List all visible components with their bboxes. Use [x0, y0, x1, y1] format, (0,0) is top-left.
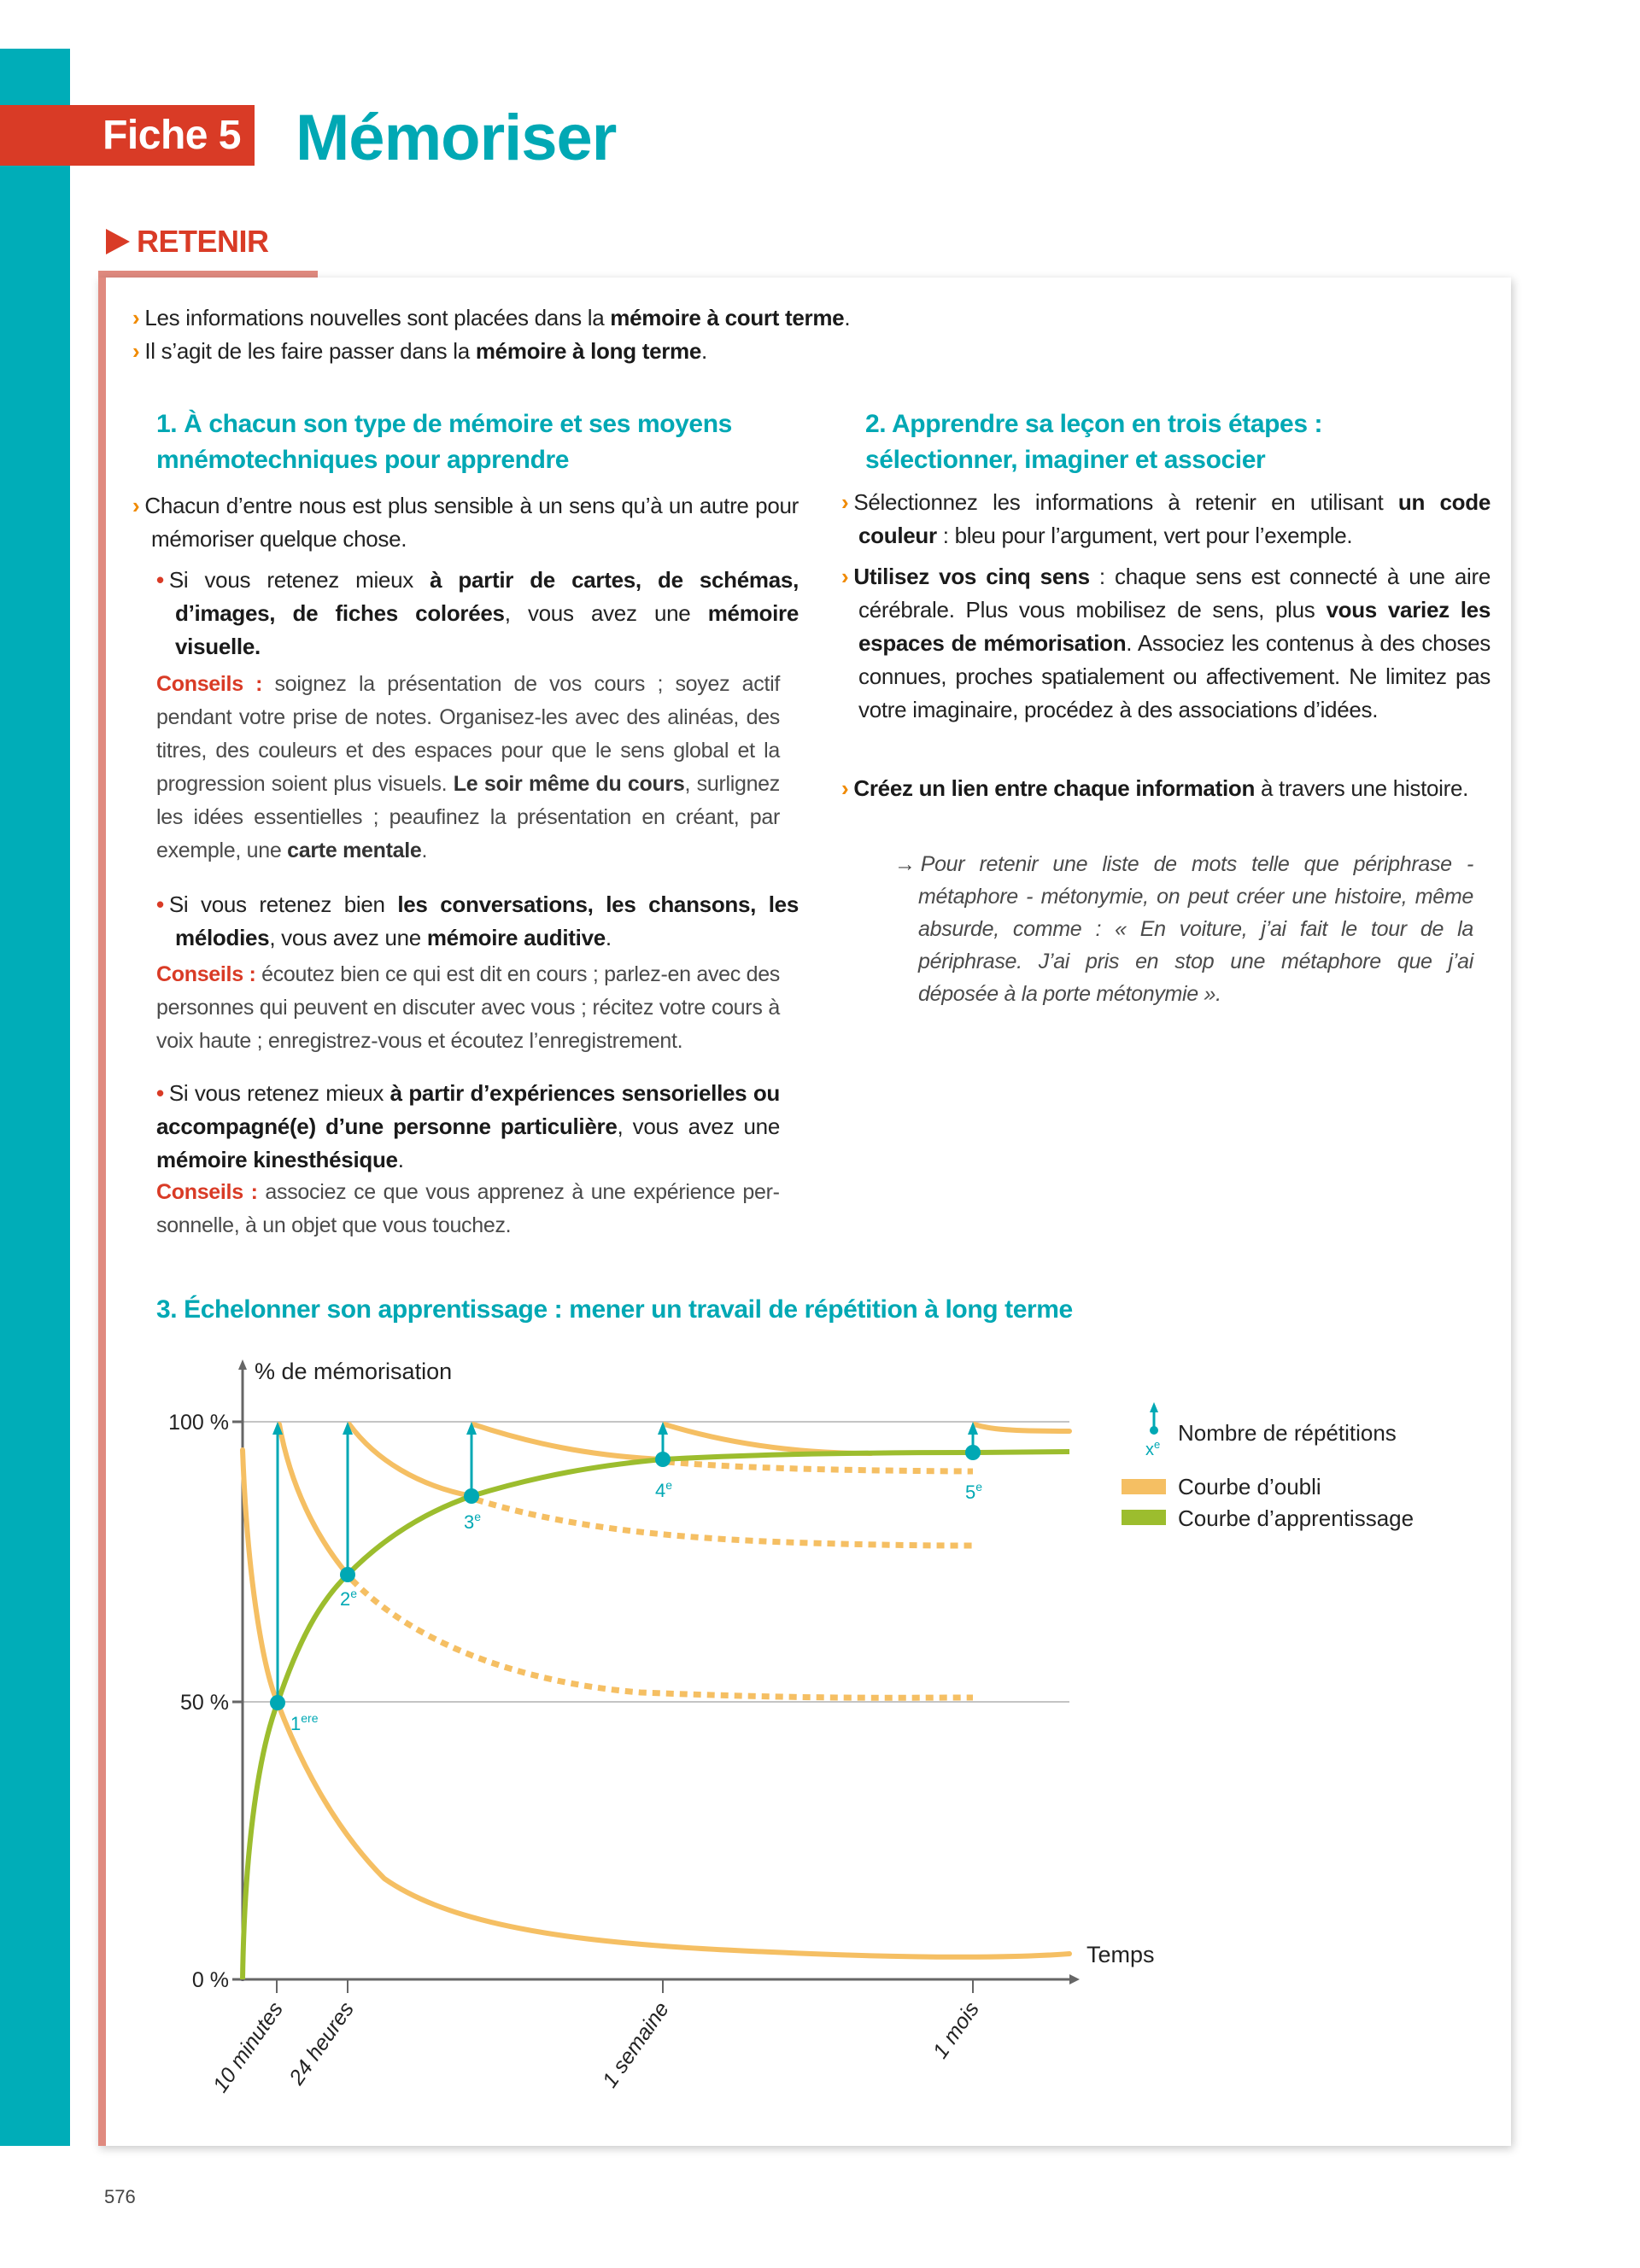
kinesthetic-memory-item: • Si vous retenez mieux à partir d’expériences sensorielles ou accompagné(e) d’une personne particulière, vous avez une mémoire kinesthésique. [156, 1080, 780, 1172]
legend-learning-swatch [1122, 1510, 1166, 1525]
legend-forgetting-swatch [1122, 1479, 1166, 1494]
section-1-heading: 1. À chacun son type de mémoire et ses moyens mnémotechniques pour apprendre [156, 410, 732, 474]
page-number: 576 [104, 2186, 136, 2207]
memorisation-chart [128, 1349, 1538, 2101]
chevron-icon: › [841, 564, 849, 589]
svg-text:4e: 4e [655, 1478, 673, 1501]
x-tick-label: 24 heures [284, 1997, 359, 2090]
repetition-point-4 [655, 1452, 671, 1467]
svg-text:5e: 5e [965, 1480, 983, 1503]
chevron-icon: › [132, 338, 140, 364]
intro-line-1: › Les informations nouvelles sont placées dans la mémoire à court terme. [132, 305, 851, 330]
chevron-icon: › [132, 493, 140, 518]
bullet-icon: • [156, 1080, 164, 1106]
section-label-text: RETENIR [137, 224, 269, 259]
visual-memory-item: • Si vous retenez mieux à partir de cartes, de schémas, d’images, de fiches colorées, vous avez une mémoire visuelle. [156, 567, 800, 659]
y-axis-arrow-icon [238, 1359, 247, 1370]
repetition-point-1 [270, 1695, 285, 1710]
bullet-icon: • [156, 567, 164, 593]
section-label [106, 224, 269, 260]
x-axis-arrow-icon [1069, 1974, 1080, 1984]
legend-repetitions-label: Nombre de répétitions [1178, 1420, 1397, 1446]
x-tick-label: 1 semaine [597, 1997, 674, 2092]
auditive-memory-advice: Conseils : écoutez bien ce qui est dit en cours ; parlez-en avec des personnes qui peuvent en discuter avec vous ; récitez votre cours à voix haute ; enregistrez-vous et écoutez l’enregistrement. [156, 962, 781, 1053]
y-tick-50: 50 % [180, 1691, 229, 1715]
chevron-icon: › [841, 489, 849, 515]
side-band [0, 49, 70, 2146]
y-tick-0: 0 % [191, 1968, 229, 1992]
repetition-point-2 [340, 1567, 355, 1582]
section-2-item-1: › Sélectionnez les informations à retenir en utilisant un code couleur : bleu pour l’argument, vert pour l’exemple. [841, 489, 1491, 548]
x-axis-label: Temps [1086, 1942, 1155, 1967]
svg-text:1ere: 1ere [290, 1711, 319, 1734]
section-2-heading: 2. Apprendre sa leçon en trois étapes : sélectionner, imaginer et associer [865, 410, 1323, 474]
repetition-point-5 [965, 1445, 981, 1460]
section-2-item-2: › Utilisez vos cinq sens : chaque sens est connecté à une aire cérébrale. Plus vous mobilisez de sens, plus vous variez les espaces de mémorisation. Associez les contenus à des choses connues, proches spatialement ou affectivement. Ne limitez pas votre imaginaire, procédez à des associations d’idées. [841, 564, 1491, 722]
svg-text:3e: 3e [464, 1510, 482, 1533]
chevron-icon: › [841, 775, 849, 801]
repetition-dots [270, 1445, 981, 1710]
kinesthetic-memory-advice: Conseils : associez ce que vous apprenez à une expérience personnelle, à un objet que vous touchez. [156, 1180, 780, 1237]
legend-repetition-icon [1145, 1402, 1160, 1459]
chevron-icon: › [132, 305, 140, 330]
repetition-labels [290, 1478, 982, 1734]
section-2-item-3: › Créez un lien entre chaque information à travers une histoire. [841, 775, 1469, 801]
arrow-right-icon: → [894, 852, 916, 876]
section-3-heading: 3. Échelonner son apprentissage : mener un travail de répétition à long terme [156, 1295, 1073, 1324]
chart-legend [1122, 1402, 1414, 1531]
legend-forgetting-label: Courbe d’oubli [1178, 1474, 1321, 1499]
page-title: Mémoriser [296, 102, 617, 174]
legend-learning-label: Courbe d’apprentissage [1178, 1505, 1414, 1531]
auditive-memory-item: • Si vous retenez bien les conversations, les chansons, les mélodies, vous avez une mémoire auditive. [156, 891, 799, 950]
visual-memory-advice: Conseils : soignez la présentation de vos cours ; soyez actif pendant votre prise de notes. Organisez-les avec des alinéas, des titres, des couleurs et des espaces pour que le sens global et la progression soient plus visuels. Le soir même du cours, surlignez les idées essentielles ; peaufinez la présentation en créant, par exemple, une carte mentale. [156, 672, 780, 862]
y-axis-label: % de mémorisation [255, 1359, 453, 1384]
section-2-example: → Pour retenir une liste de mots telle que périphrase - métaphore - métonymie, on peut créer une histoire, même absurde, comme : « En voiture, j’ai fait le tour de la périphrase. J’ai pris en stop une métaphore que j’ai déposée à la porte métonymie ». [894, 852, 1473, 1006]
x-tick-label: 10 minutes [208, 1997, 288, 2097]
section-1-lead: › Chacun d’entre nous est plus sensible à un sens qu’à un autre pour mémoriser quelque chose. [132, 493, 799, 552]
intro-line-2: › Il s’agit de les faire passer dans la mémoire à long terme. [132, 338, 707, 364]
svg-text:2e: 2e [340, 1587, 358, 1610]
y-tick-100: 100 % [168, 1411, 229, 1435]
svg-text:xe: $x^e$ [1145, 1438, 1161, 1459]
x-tick-label: 1 mois [928, 1997, 984, 2063]
bullet-icon: • [156, 891, 164, 917]
triangle-icon [106, 229, 130, 254]
repetition-point-3 [464, 1488, 479, 1504]
fiche-label: Fiche 5 [0, 105, 255, 166]
